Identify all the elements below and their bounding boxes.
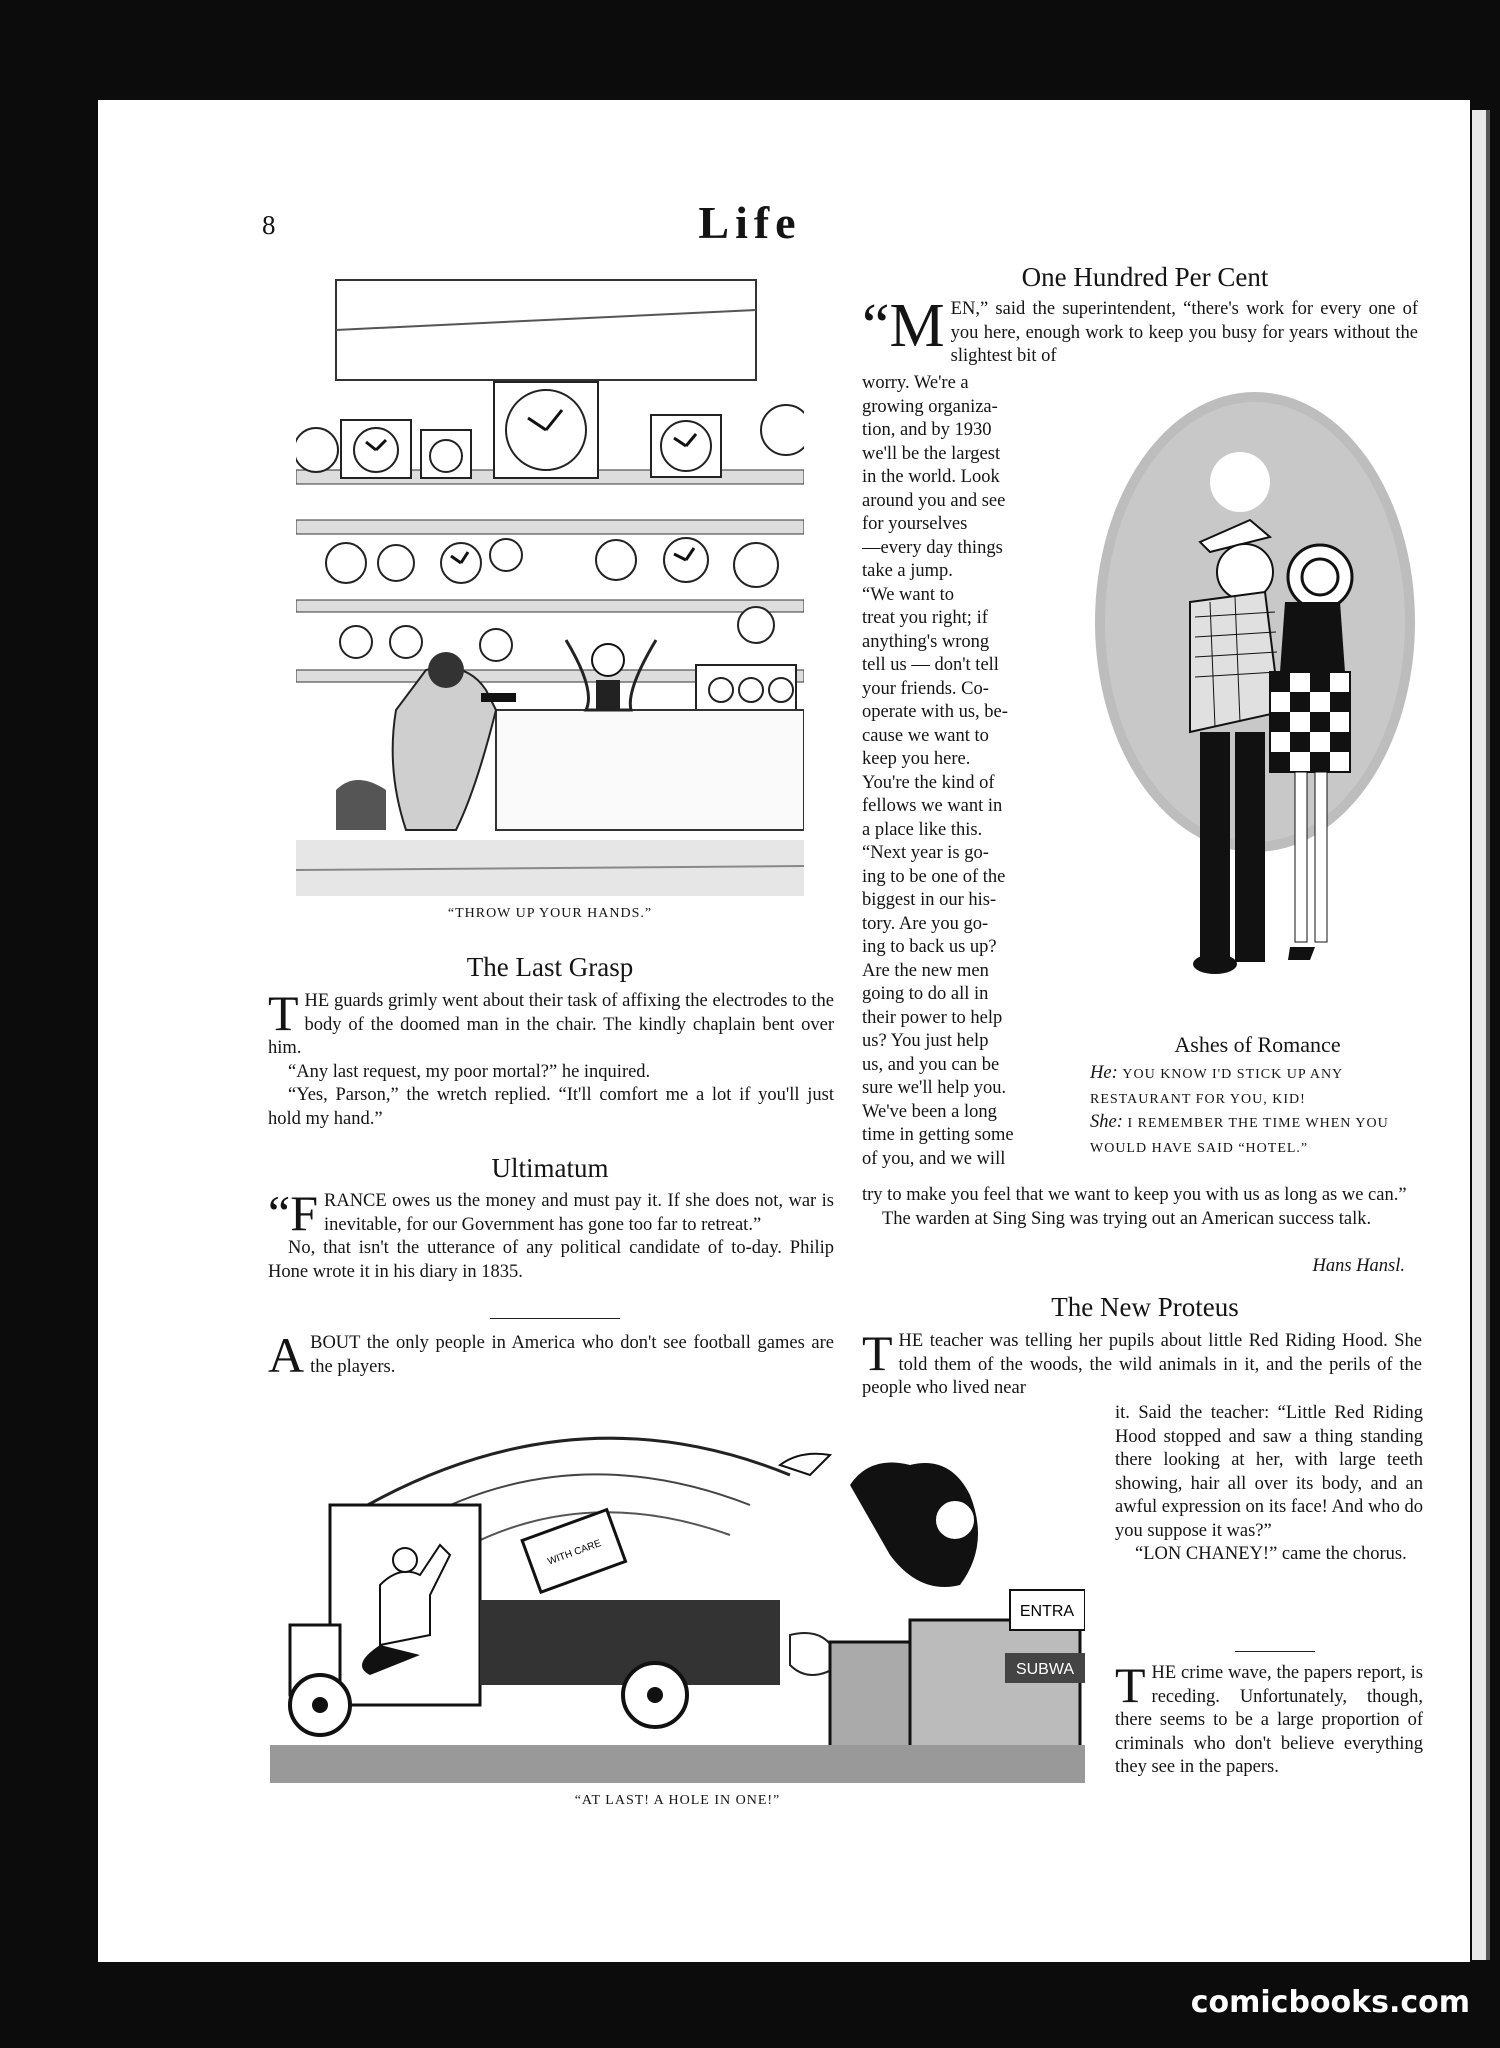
truck-illustration — [270, 1395, 1085, 1783]
clock-shop-illustration — [296, 270, 804, 896]
column-line: of you, and we will — [862, 1148, 1006, 1169]
crime-wave-dropcap: T — [1115, 1657, 1146, 1713]
hundred-per-cent-lead — [862, 292, 1418, 369]
last-grasp-dropcap: T — [268, 985, 299, 1041]
hundred-per-cent-byline: Hans Hansl. — [1312, 1256, 1405, 1276]
column-line: growing organiza- — [862, 396, 998, 417]
next-page-edge — [1472, 110, 1486, 1960]
ashes-she-text: I REMEMBER THE TIME WHEN YOU WOULD HAVE SAID “HOTEL.” — [1090, 1116, 1389, 1156]
column-line: tory. Are you go- — [862, 913, 989, 934]
column-line: us? You just help — [862, 1031, 989, 1051]
column-line: fellows we want in — [862, 796, 1003, 816]
new-proteus-column — [1115, 1402, 1423, 1567]
crate-label: WITH CARE — [546, 1538, 603, 1568]
column-line: worry. We're a — [862, 373, 969, 393]
hundred-per-cent-column — [862, 372, 1062, 1171]
ashes-title: Ashes of Romance — [1174, 1032, 1341, 1057]
football-text: BOUT the only people in America who don't see football games are the players. — [310, 1333, 834, 1377]
column-line: their power to help — [862, 1007, 1003, 1028]
ashes-dialogue — [1090, 1062, 1425, 1160]
ashes-he-label: He: — [1090, 1063, 1118, 1083]
crime-wave-item — [1115, 1657, 1423, 1780]
hundred-per-cent-lead-text: EN,” said the superintendent, “there's work for every one of you here, enough work to keep you busy for years without the slightest bit of — [950, 299, 1418, 366]
column-line: in the world. Look — [862, 467, 1000, 487]
column-line: biggest in our his- — [862, 890, 997, 910]
column-line: operate with us, be- — [862, 702, 1008, 722]
last-grasp-title: The Last Grasp — [466, 952, 634, 982]
watermark: comicbooks.com — [1190, 1985, 1470, 2020]
column-line: keep you here. — [862, 749, 971, 769]
column-line: your friends. Co- — [862, 678, 989, 699]
entrance-sign: ENTRA — [1019, 1603, 1075, 1620]
romance-illustration — [1090, 392, 1420, 1012]
hundred-per-cent-closing: The warden at Sing Sing was trying out an American success talk. — [882, 1208, 1372, 1229]
section-divider — [1235, 1651, 1315, 1652]
new-proteus-dropcap: T — [862, 1325, 893, 1381]
column-line: anything's wrong — [862, 631, 990, 652]
column-line: time in getting some — [862, 1125, 1014, 1145]
football-item — [268, 1327, 834, 1383]
new-proteus-col-text: it. Said the teacher: “Little Red Riding Hood stopped and saw a thing standing there looking at her, with large teeth showing, hair all over its body, and an awful expression on its face! And who do you suppose it was?” — [1115, 1403, 1423, 1541]
column-line: —every day things — [862, 537, 1003, 558]
column-line: “Next year is go- — [862, 843, 989, 863]
column-line: ing to be one of the — [862, 866, 1006, 887]
column-line: we'll be the largest — [862, 443, 1001, 464]
hundred-per-cent-tail-text: try to make you feel that we want to keep you with us as long as we can.” — [862, 1185, 1407, 1205]
column-line: cause we want to — [862, 725, 989, 746]
last-grasp-body — [268, 985, 834, 1131]
column-line: sure we'll help you. — [862, 1078, 1007, 1098]
page-number: 8 — [262, 210, 276, 240]
column-line: tion, and by 1930 — [862, 420, 992, 440]
column-line: around you and see — [862, 490, 1006, 511]
column-line: going to do all in — [862, 984, 989, 1004]
crime-wave-text: HE crime wave, the papers report, is receding. Unfortunately, though, there seems to be a large proportion of criminals who don't believe everything they see in the papers. — [1115, 1663, 1423, 1777]
ultimatum-p1: RANCE owes us the money and must pay it. If she does not, war is inevitable, for our Government has gone too far to retreat.” — [324, 1191, 834, 1235]
ultimatum-body — [268, 1185, 834, 1284]
page-gutter-line — [1486, 110, 1490, 1960]
column-line: for yourselves — [862, 514, 968, 534]
ultimatum-dropcap: “F — [268, 1185, 318, 1241]
ashes-he-text: YOU KNOW I'D STICK UP ANY RESTAURANT FOR YOU, KID! — [1090, 1067, 1343, 1107]
new-proteus-answer: “LON CHANEY!” came the chorus. — [1135, 1544, 1407, 1564]
column-line: take a jump. — [862, 561, 953, 581]
column-line: a place like this. — [862, 819, 983, 840]
new-proteus-lead-text: HE teacher was telling her pupils about little Red Riding Hood. She told them of the woods, the wild animals in it, and the perils of the people who lived near — [862, 1331, 1422, 1398]
column-line: “We want to — [862, 584, 955, 605]
column-line: tell us — don't tell — [862, 655, 999, 675]
ultimatum-p2: No, that isn't the utterance of any political candidate of to-day. Philip Hone wrote it in his diary in 1835. — [268, 1238, 834, 1282]
column-line: us, and you can be — [862, 1054, 1000, 1075]
masthead: Life — [698, 197, 802, 248]
last-grasp-p1: HE guards grimly went about their task of affixing the electrodes to the body of the doomed man in the chair. The kindly chaplain bent over him. — [268, 991, 834, 1058]
section-divider — [490, 1318, 620, 1319]
column-line: treat you right; if — [862, 608, 988, 628]
subway-sign: SUBWA — [1015, 1661, 1075, 1678]
column-line: ing to back us up? — [862, 937, 997, 957]
hundred-per-cent-title: One Hundred Per Cent — [1021, 262, 1269, 292]
last-grasp-p2: “Any last request, my poor mortal?” he inquired. — [288, 1061, 651, 1082]
football-dropcap: A — [268, 1327, 305, 1383]
ashes-she-label: She: — [1090, 1112, 1123, 1132]
clock-shop-caption: “THROW UP YOUR HANDS.” — [447, 906, 653, 921]
ultimatum-title: Ultimatum — [491, 1153, 609, 1183]
hundred-per-cent-tail — [862, 1184, 1422, 1231]
last-grasp-p3: “Yes, Parson,” the wretch replied. “It'll comfort me a lot if you'll just hold my hand.” — [268, 1085, 834, 1129]
new-proteus-title: The New Proteus — [1051, 1292, 1239, 1322]
column-line: You're the kind of — [862, 772, 995, 793]
column-line: Are the new men — [862, 960, 989, 981]
column-line: We've been a long — [862, 1101, 997, 1122]
new-proteus-lead — [862, 1325, 1422, 1401]
hundred-per-cent-dropcap: “M — [862, 292, 945, 360]
truck-caption: “AT LAST! A HOLE IN ONE!” — [574, 1793, 781, 1808]
